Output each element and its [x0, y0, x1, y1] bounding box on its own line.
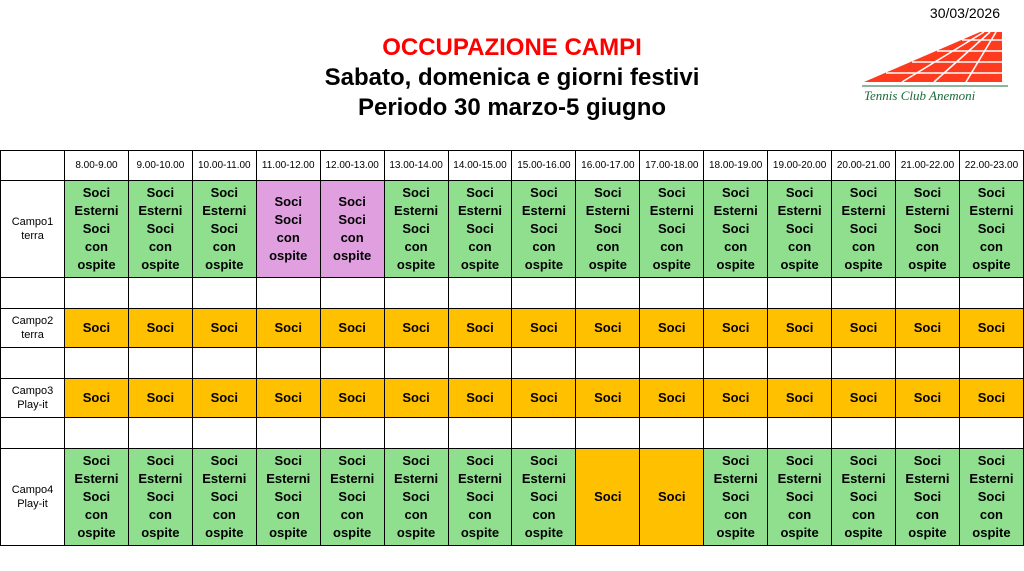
slot-cell: Soci Esterni Soci con ospite	[832, 449, 896, 546]
empty-cell	[192, 278, 256, 309]
empty-cell	[384, 418, 448, 449]
empty-cell	[320, 278, 384, 309]
hour-header: 8.00-9.00	[65, 151, 129, 181]
slot-cell: Soci	[768, 309, 832, 348]
empty-cell	[65, 278, 129, 309]
header-row	[1, 151, 1024, 181]
hour-header: 21.00-22.00	[895, 151, 959, 181]
slot-cell: Soci	[128, 309, 192, 348]
slot-cell: Soci Esterni Soci con ospite	[128, 181, 192, 278]
empty-cell	[448, 348, 512, 379]
slot-cell: Soci Esterni Soci con ospite	[768, 181, 832, 278]
slot-cell: Soci Esterni Soci con ospite	[704, 449, 768, 546]
slot-cell: Soci	[576, 449, 640, 546]
slot-cell: Soci	[704, 309, 768, 348]
slot-cell: Soci	[65, 309, 129, 348]
hour-header: 16.00-17.00	[576, 151, 640, 181]
empty-cell	[384, 348, 448, 379]
slot-cell: Soci Esterni Soci con ospite	[384, 449, 448, 546]
empty-cell	[128, 278, 192, 309]
slot-cell: Soci Esterni Soci con ospite	[576, 181, 640, 278]
slot-cell: Soci	[320, 379, 384, 418]
spacer-row	[1, 418, 1024, 449]
empty-cell	[640, 418, 704, 449]
empty-cell	[128, 418, 192, 449]
slot-cell: Soci	[959, 309, 1023, 348]
court-row	[1, 449, 1024, 546]
hour-header: 10.00-11.00	[192, 151, 256, 181]
corner-cell	[1, 151, 65, 181]
slot-cell: Soci	[192, 379, 256, 418]
slot-cell: Soci Esterni Soci con ospite	[192, 181, 256, 278]
empty-cell	[320, 418, 384, 449]
slot-cell: Soci Esterni Soci con ospite	[832, 181, 896, 278]
page-title: OCCUPAZIONE CAMPI	[382, 34, 642, 61]
empty-cell	[1, 348, 65, 379]
slot-cell: Soci	[192, 309, 256, 348]
slot-cell: Soci	[512, 309, 576, 348]
empty-cell	[65, 418, 129, 449]
empty-cell	[512, 418, 576, 449]
hour-header: 17.00-18.00	[640, 151, 704, 181]
slot-cell: Soci Esterni Soci con ospite	[128, 449, 192, 546]
court-name: Campo4 Play-it	[1, 449, 65, 546]
slot-cell: Soci Esterni Soci con ospite	[448, 449, 512, 546]
empty-cell	[192, 418, 256, 449]
empty-cell	[512, 348, 576, 379]
empty-cell	[704, 278, 768, 309]
hour-header: 20.00-21.00	[832, 151, 896, 181]
slot-cell: Soci Esterni Soci con ospite	[384, 181, 448, 278]
slot-cell: Soci	[895, 379, 959, 418]
empty-cell	[832, 348, 896, 379]
slot-cell: Soci	[832, 309, 896, 348]
court-row	[1, 181, 1024, 278]
slot-cell: Soci	[640, 309, 704, 348]
slot-cell: Soci Esterni Soci con ospite	[640, 181, 704, 278]
slot-cell: Soci	[448, 379, 512, 418]
empty-cell	[704, 418, 768, 449]
hour-header: 18.00-19.00	[704, 151, 768, 181]
empty-cell	[895, 348, 959, 379]
page-subtitle: Sabato, domenica e giorni festivi	[324, 64, 700, 91]
slot-cell: Soci	[895, 309, 959, 348]
court-name: Campo3 Play-it	[1, 379, 65, 418]
empty-cell	[512, 278, 576, 309]
hour-header: 9.00-10.00	[128, 151, 192, 181]
document-date: 30/03/2026	[929, 5, 1000, 21]
empty-cell	[384, 278, 448, 309]
hour-header: 15.00-16.00	[512, 151, 576, 181]
slot-cell: Soci	[320, 309, 384, 348]
empty-cell	[768, 278, 832, 309]
slot-cell: Soci	[128, 379, 192, 418]
hour-header: 11.00-12.00	[256, 151, 320, 181]
empty-cell	[640, 348, 704, 379]
empty-cell	[959, 418, 1023, 449]
slot-cell: Soci	[704, 379, 768, 418]
empty-cell	[448, 418, 512, 449]
empty-cell	[576, 278, 640, 309]
court-row	[1, 379, 1024, 418]
slot-cell: Soci Esterni Soci con ospite	[65, 449, 129, 546]
empty-cell	[256, 418, 320, 449]
slot-cell: Soci	[959, 379, 1023, 418]
spacer-row	[1, 348, 1024, 379]
slot-cell: Soci Esterni Soci con ospite	[704, 181, 768, 278]
slot-cell: Soci Esterni Soci con ospite	[448, 181, 512, 278]
empty-cell	[959, 278, 1023, 309]
slot-cell: Soci	[640, 449, 704, 546]
slot-cell: Soci Esterni Soci con ospite	[512, 181, 576, 278]
empty-cell	[640, 278, 704, 309]
empty-cell	[1, 278, 65, 309]
hour-header: 14.00-15.00	[448, 151, 512, 181]
empty-cell	[320, 348, 384, 379]
slot-cell: Soci Esterni Soci con ospite	[65, 181, 129, 278]
empty-cell	[448, 278, 512, 309]
slot-cell: Soci	[832, 379, 896, 418]
court-row	[1, 309, 1024, 348]
slot-cell: Soci	[576, 309, 640, 348]
hour-header: 12.00-13.00	[320, 151, 384, 181]
spacer-row	[1, 278, 1024, 309]
empty-cell	[192, 348, 256, 379]
schedule-table	[0, 150, 1024, 546]
slot-cell: Soci	[65, 379, 129, 418]
slot-cell: Soci Esterni Soci con ospite	[895, 449, 959, 546]
empty-cell	[704, 348, 768, 379]
empty-cell	[768, 418, 832, 449]
slot-cell: Soci	[768, 379, 832, 418]
slot-cell: Soci	[640, 379, 704, 418]
hour-header: 22.00-23.00	[959, 151, 1023, 181]
slot-cell: Soci Soci con ospite	[256, 181, 320, 278]
empty-cell	[832, 418, 896, 449]
slot-cell: Soci	[512, 379, 576, 418]
slot-cell: Soci Esterni Soci con ospite	[768, 449, 832, 546]
logo-text: Tennis Club Anemoni	[864, 88, 976, 103]
hour-header: 19.00-20.00	[768, 151, 832, 181]
empty-cell	[128, 348, 192, 379]
slot-cell: Soci Esterni Soci con ospite	[192, 449, 256, 546]
hour-header: 13.00-14.00	[384, 151, 448, 181]
slot-cell: Soci	[384, 379, 448, 418]
slot-cell: Soci Esterni Soci con ospite	[512, 449, 576, 546]
empty-cell	[768, 348, 832, 379]
period-label: Periodo 30 marzo-5 giugno	[357, 94, 667, 121]
slot-cell: Soci Esterni Soci con ospite	[959, 181, 1023, 278]
slot-cell: Soci Esterni Soci con ospite	[959, 449, 1023, 546]
slot-cell: Soci Esterni Soci con ospite	[320, 449, 384, 546]
empty-cell	[1, 418, 65, 449]
court-name: Campo2 terra	[1, 309, 65, 348]
empty-cell	[959, 348, 1023, 379]
empty-cell	[65, 348, 129, 379]
slot-cell: Soci Soci con ospite	[320, 181, 384, 278]
empty-cell	[895, 278, 959, 309]
slot-cell: Soci	[256, 379, 320, 418]
slot-cell: Soci	[448, 309, 512, 348]
slot-cell: Soci	[384, 309, 448, 348]
slot-cell: Soci	[256, 309, 320, 348]
slot-cell: Soci	[576, 379, 640, 418]
empty-cell	[576, 348, 640, 379]
empty-cell	[832, 278, 896, 309]
slot-cell: Soci Esterni Soci con ospite	[895, 181, 959, 278]
empty-cell	[576, 418, 640, 449]
empty-cell	[256, 348, 320, 379]
slot-cell: Soci Esterni Soci con ospite	[256, 449, 320, 546]
empty-cell	[895, 418, 959, 449]
court-name: Campo1 terra	[1, 181, 65, 278]
empty-cell	[256, 278, 320, 309]
